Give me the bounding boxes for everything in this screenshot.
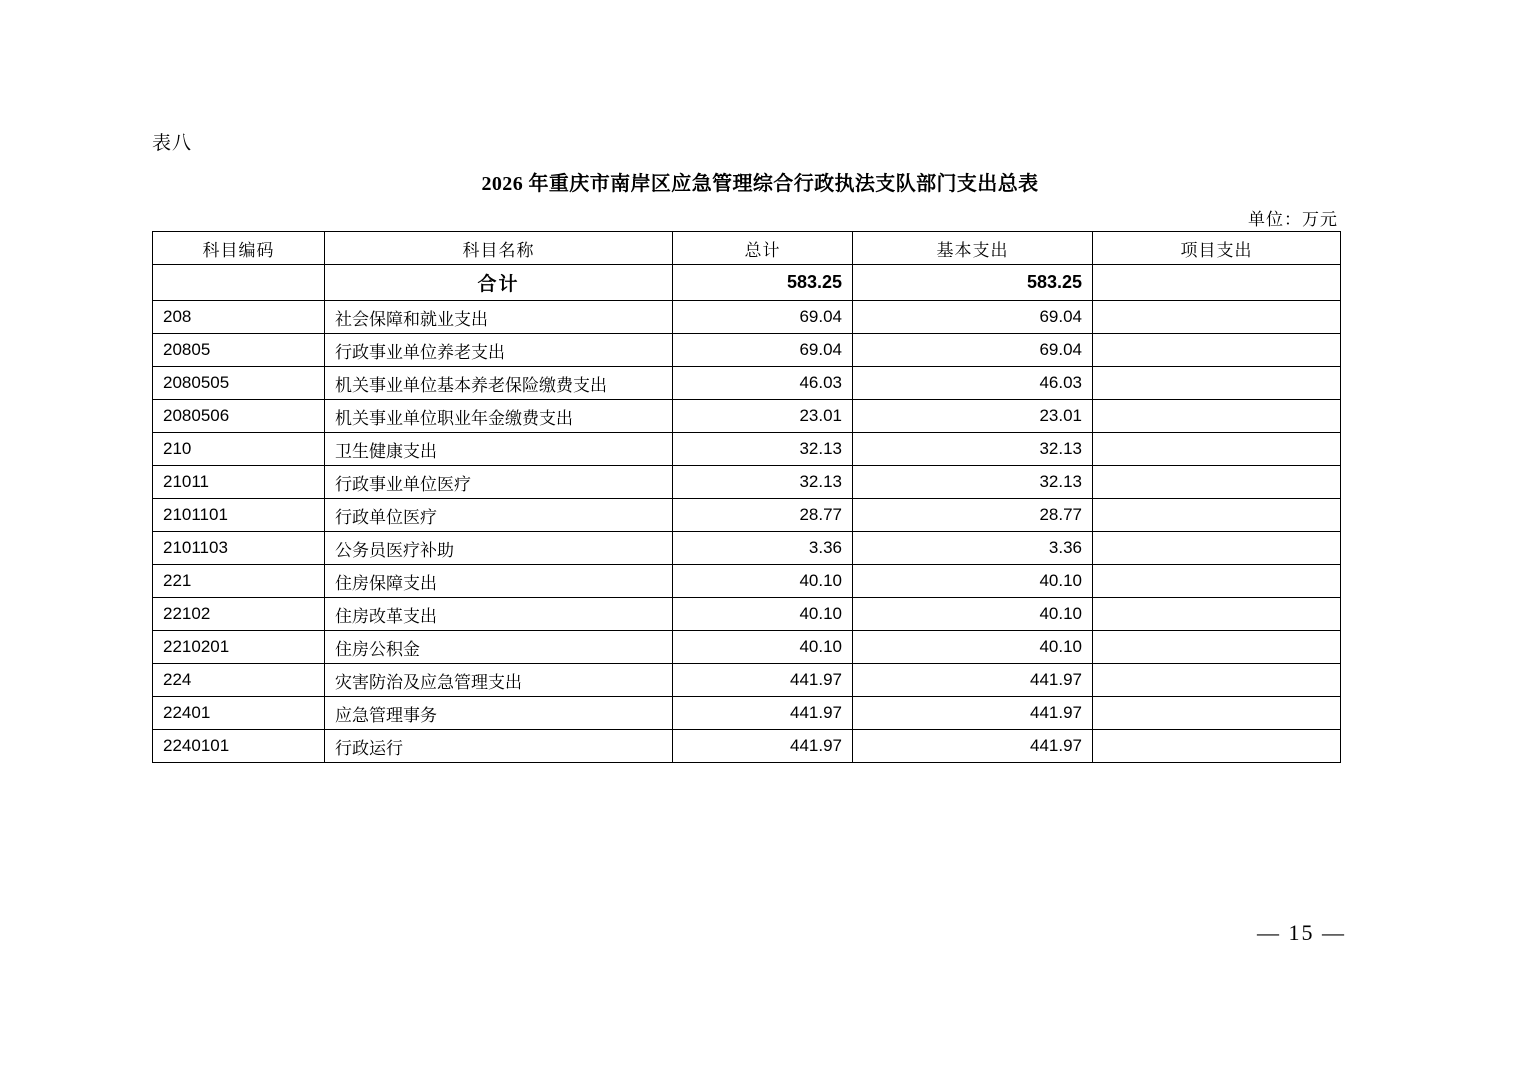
- cell-basic: 46.03: [853, 367, 1093, 400]
- cell-project: [1093, 334, 1341, 367]
- cell-total: 441.97: [673, 730, 853, 763]
- cell-total: 441.97: [673, 664, 853, 697]
- cell-total: 23.01: [673, 400, 853, 433]
- table-row: [153, 466, 1341, 499]
- cell-code: 210: [153, 433, 325, 466]
- cell-project: [1093, 730, 1341, 763]
- page-title: 2026 年重庆市南岸区应急管理综合行政执法支队部门支出总表: [481, 173, 1039, 195]
- cell-basic: 441.97: [853, 664, 1093, 697]
- table-row: [153, 367, 1341, 400]
- cell-project: [1093, 433, 1341, 466]
- cell-basic: 23.01: [853, 400, 1093, 433]
- cell-project: [1093, 400, 1341, 433]
- cell-basic: 40.10: [853, 598, 1093, 631]
- cell-project: [1093, 367, 1341, 400]
- table-row: [153, 400, 1341, 433]
- cell-total: 441.97: [673, 697, 853, 730]
- cell-project: [1093, 631, 1341, 664]
- cell-total: 32.13: [673, 466, 853, 499]
- cell-code: 22401: [153, 697, 325, 730]
- cell-name: 应急管理事务: [325, 697, 673, 730]
- cell-code: 2210201: [153, 631, 325, 664]
- cell-project: [1093, 565, 1341, 598]
- table-row: [153, 301, 1341, 334]
- cell-name: 卫生健康支出: [325, 433, 673, 466]
- cell-project: [1093, 664, 1341, 697]
- cell-basic: 69.04: [853, 301, 1093, 334]
- cell-name: 行政事业单位医疗: [325, 466, 673, 499]
- cell-code: 2101101: [153, 499, 325, 532]
- cell-project: [1093, 265, 1341, 301]
- cell-project: [1093, 532, 1341, 565]
- cell-total: 3.36: [673, 532, 853, 565]
- cell-total: 46.03: [673, 367, 853, 400]
- cell-basic: 28.77: [853, 499, 1093, 532]
- cell-basic: 40.10: [853, 631, 1093, 664]
- table-body: [153, 265, 1341, 763]
- table-row: [153, 664, 1341, 697]
- cell-name: 住房改革支出: [325, 598, 673, 631]
- cell-code: 22102: [153, 598, 325, 631]
- table-row: [153, 697, 1341, 730]
- cell-basic: 583.25: [853, 265, 1093, 301]
- cell-project: [1093, 499, 1341, 532]
- cell-project: [1093, 301, 1341, 334]
- cell-total: 28.77: [673, 499, 853, 532]
- column-header-code: 科目编码: [153, 232, 325, 265]
- table-label: 表八: [152, 133, 193, 154]
- cell-name: 灾害防治及应急管理支出: [325, 664, 673, 697]
- table-row: [153, 730, 1341, 763]
- cell-name: 公务员医疗补助: [325, 532, 673, 565]
- cell-basic: 3.36: [853, 532, 1093, 565]
- cell-basic: 32.13: [853, 433, 1093, 466]
- column-header-name: 科目名称: [325, 232, 673, 265]
- unit-note: 单位：万元: [1248, 210, 1338, 229]
- table-row: [153, 565, 1341, 598]
- cell-code: 2240101: [153, 730, 325, 763]
- cell-name: 住房公积金: [325, 631, 673, 664]
- cell-name: 行政单位医疗: [325, 499, 673, 532]
- cell-name: 社会保障和就业支出: [325, 301, 673, 334]
- cell-total: 69.04: [673, 334, 853, 367]
- cell-code: 2080506: [153, 400, 325, 433]
- column-header-total: 总计: [673, 232, 853, 265]
- cell-code: 221: [153, 565, 325, 598]
- cell-name: 住房保障支出: [325, 565, 673, 598]
- cell-name: 行政事业单位养老支出: [325, 334, 673, 367]
- table-header: [153, 232, 1341, 265]
- table-row: [153, 631, 1341, 664]
- table-row: [153, 433, 1341, 466]
- cell-name: 合计: [325, 265, 673, 301]
- cell-code: 21011: [153, 466, 325, 499]
- cell-basic: 69.04: [853, 334, 1093, 367]
- cell-total: 40.10: [673, 631, 853, 664]
- cell-name: 机关事业单位基本养老保险缴费支出: [325, 367, 673, 400]
- cell-code: 224: [153, 664, 325, 697]
- cell-code: [153, 265, 325, 301]
- column-header-project: 项目支出: [1093, 232, 1341, 265]
- table-header-row: [153, 232, 1341, 265]
- cell-project: [1093, 598, 1341, 631]
- page-number: — 15 —: [1257, 920, 1346, 945]
- cell-code: 2080505: [153, 367, 325, 400]
- cell-project: [1093, 697, 1341, 730]
- cell-name: 行政运行: [325, 730, 673, 763]
- expenditure-table: [152, 231, 1341, 763]
- table-row-total: [153, 265, 1341, 301]
- table-row: [153, 499, 1341, 532]
- cell-total: 583.25: [673, 265, 853, 301]
- table-row: [153, 598, 1341, 631]
- cell-basic: 441.97: [853, 697, 1093, 730]
- cell-basic: 40.10: [853, 565, 1093, 598]
- cell-project: [1093, 466, 1341, 499]
- column-header-basic: 基本支出: [853, 232, 1093, 265]
- cell-code: 208: [153, 301, 325, 334]
- cell-name: 机关事业单位职业年金缴费支出: [325, 400, 673, 433]
- cell-code: 2101103: [153, 532, 325, 565]
- cell-basic: 441.97: [853, 730, 1093, 763]
- table-row: [153, 532, 1341, 565]
- cell-basic: 32.13: [853, 466, 1093, 499]
- cell-total: 32.13: [673, 433, 853, 466]
- cell-total: 40.10: [673, 565, 853, 598]
- table-row: [153, 334, 1341, 367]
- cell-total: 40.10: [673, 598, 853, 631]
- cell-code: 20805: [153, 334, 325, 367]
- cell-total: 69.04: [673, 301, 853, 334]
